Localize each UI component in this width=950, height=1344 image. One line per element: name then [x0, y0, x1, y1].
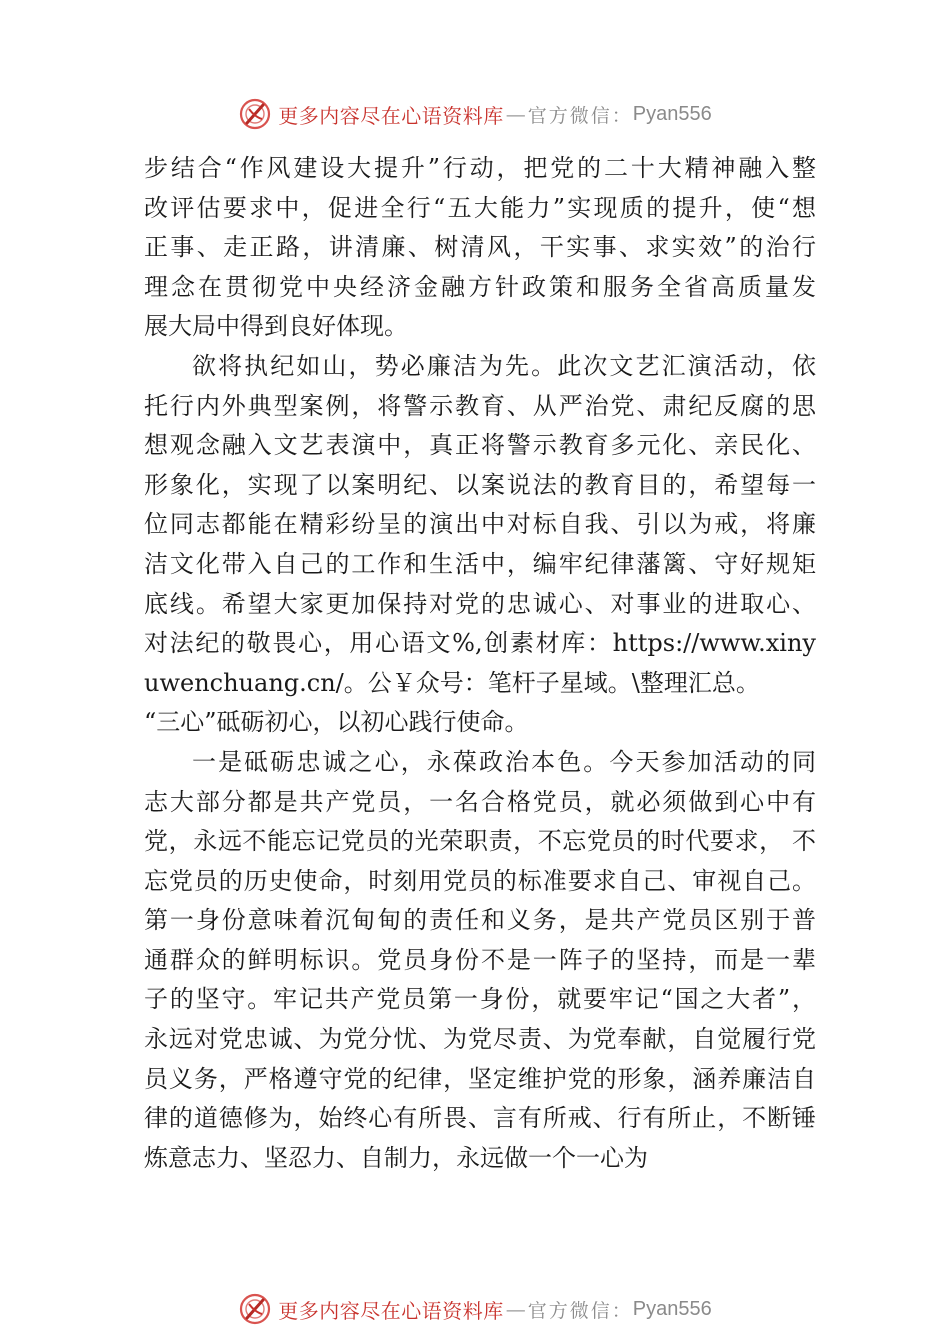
banner-wechat-label: 官方微信：: [527, 104, 633, 127]
text-line: 理念在贯彻党中央经济金融方针政策和服务全省高质量发: [144, 272, 816, 301]
banner-title: 更多内容尽在心语资料库: [278, 103, 504, 128]
text-line: 步结合“作风建设大提升”行动，把党的二十大精神融入整: [144, 154, 816, 182]
text-line: 展大局中得到良好体现。: [144, 312, 408, 341]
text-line: 通群众的鲜明标识。党员身份不是一阵子的坚持，而是一辈: [144, 945, 816, 974]
text-line: 忘党员的历史使命，时刻用党员的标准要求自己、审视自己。: [144, 866, 816, 895]
text-line: 正事、走正路，讲清廉、树清风，干实事、求实效”的治行: [144, 233, 816, 262]
text-line: 洁文化带入自己的工作和生活中，编牢纪律藩篱、守好规矩: [144, 549, 816, 578]
banner-separator: —: [505, 102, 526, 126]
banner-title: 更多内容尽在心语资料库: [278, 1298, 504, 1323]
text-line: 底线。希望大家更加保持对党的忠诚心、对事业的进取心、: [144, 589, 816, 618]
banner-separator: —: [505, 1297, 526, 1321]
text-line: 一是砥砺忠诚之心，永葆政治本色。今天参加活动的同: [192, 747, 816, 776]
text-line: 第一身份意味着沉甸甸的责任和义务，是共产党员区别于普: [144, 906, 816, 935]
banner-wechat-label: 官方微信：: [527, 1299, 633, 1322]
text-line: 对法纪的敬畏心，用心语文%,创素材库：https://www.xiny: [144, 629, 816, 658]
footer-banner: [0, 1289, 950, 1329]
text-line: 想观念融入文艺表演中，真正将警示教育多元化、亲民化、: [144, 431, 816, 460]
text-line: 欲将执纪如山，势必廉洁为先。此次文艺汇演活动，依: [192, 351, 816, 380]
text-line: 位同志都能在精彩纷呈的演出中对标自我、引以为戒，将廉: [144, 510, 816, 539]
text-line: 志大部分都是共产党员，一名合格党员，就必须做到心中有: [144, 787, 816, 816]
text-line: “三心”砥砺初心，以初心践行使命。: [144, 708, 529, 737]
text-line: uwenchuang.cn/。公￥众号：笔杆子星域。\整理汇总。: [144, 668, 760, 697]
logo-icon: [238, 97, 272, 131]
text-line: 子的坚守。牢记共产党员第一身份，就要牢记“国之大者”，: [144, 985, 816, 1014]
text-line: 律的道德修为，始终心有所畏、言有所戒、行有所止，不断锤: [144, 1104, 816, 1133]
text-line: 员义务，严格遵守党的纪律，坚定维护党的形象，涵养廉洁自: [144, 1064, 816, 1093]
banner-wechat-id: Pyan556: [632, 1297, 712, 1320]
banner-wechat-id: Pyan556: [632, 102, 712, 125]
header-banner: [0, 94, 950, 134]
text-line: 党，永远不能忘记党员的光荣职责，不忘党员的时代要求， 不: [144, 827, 816, 856]
text-line: 改评估要求中，促进全行“五大能力”实现质的提升，使“想: [144, 193, 816, 222]
text-line: 形象化，实现了以案明纪、以案说法的教育目的，希望每一: [144, 470, 816, 499]
logo-icon: [238, 1292, 272, 1326]
text-line: 托行内外典型案例，将警示教育、从严治党、肃纪反腐的思: [144, 391, 816, 420]
document-body: [144, 149, 816, 1178]
text-line: 炼意志力、坚忍力、自制力，永远做一个一心为: [144, 1143, 648, 1172]
text-line: 永远对党忠诚、为党分忧、为党尽责、为党奉献，自觉履行党: [144, 1025, 816, 1054]
